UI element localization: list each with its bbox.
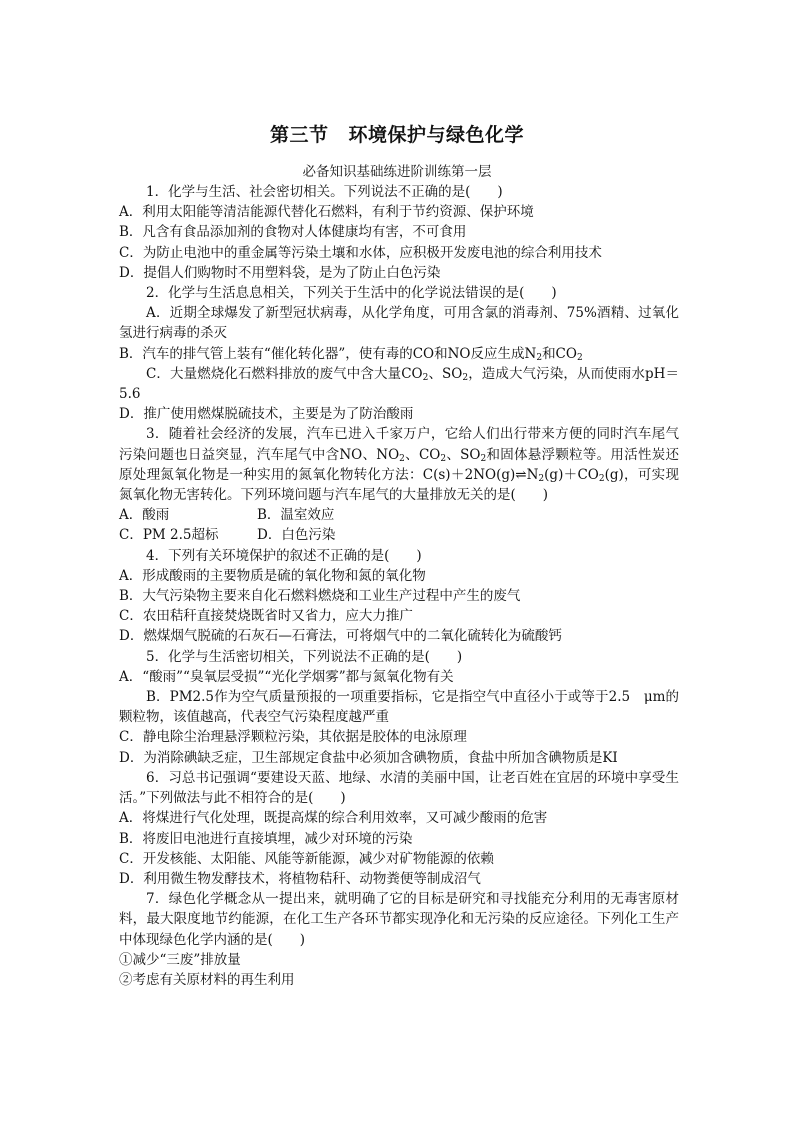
question-3-option-c: C．PM 2.5超标 (119, 527, 219, 544)
question-6-option-a: A．将煤进行气化处理，既提高煤的综合利用效率，又可减少酸雨的危害 (119, 810, 548, 827)
question-2-option-a: A．近期全球爆发了新型冠状病毒，从化学角度，可用含氯的消毒剂、75%酒精、过氧化氢进行病毒的杀灭 (119, 305, 679, 342)
question-6-option-c: C．开发核能、太阳能、风能等新能源，减少对矿物能源的依赖 (119, 850, 494, 867)
question-3-stem: 3．随着社会经济的发展，汽车已进入千家万户，它给人们出行带来方便的同时汽车尾气污染问题也日益突显，汽车尾气中含NO、$NO_2$、$CO_2$、$SO_2$和固体悬浮颗粒等。用活性炭还原处理氮氧化物是一种实用的氮氧化物转化方法：$C(s)+2NO(g)\rightleftharpoons N_2(g)+CO_2(g)$，可实现氮氧化物无害转化。下列环境问题与汽车尾气的大量排放无关的是( ) (119, 426, 680, 504)
question-3-option-d: D．白色污染 (257, 527, 336, 544)
question-6-option-d: D．利用微生物发酵技术，将植物秸秆、动物粪便等制成沼气 (119, 870, 481, 887)
question-1-option-a: A．利用太阳能等清洁能源代替化石燃料，有利于节约资源、保护环境 (119, 204, 534, 221)
question-2-option-b: B．汽车的排气管上装有“催化转化器”，使有毒的CO和NO反应生成$N_2$和$CO_2$ (119, 345, 583, 363)
question-1-stem: 1．化学与生活、社会密切相关。下列说法不正确的是( ) (146, 184, 503, 200)
question-5-option-d: D．为消除碘缺乏症，卫生部规定食盐中必须加含碘物质，食盐中所加含碘物质是KI (119, 749, 618, 766)
question-7-stem: 7．绿色化学概念从一提出来，就明确了它的目标是研究和寻找能充分利用的无毒害原材料，最大限度地节约能源，在化工生产各环节都实现净化和无污染的反应途径。下列化工生产中体现绿色化学内涵的是( ) (119, 891, 679, 948)
question-2-option-c: C．大量燃烧化石燃料排放的废气中含大量$CO_2$、$SO_2$，造成大气污染，从而使雨水pH＝5.6 (119, 365, 679, 403)
question-1-option-c: C．为防止电池中的重金属等污染土壤和水体，应积极开发废电池的综合利用技术 (119, 244, 602, 261)
question-1-option-d: D．提倡人们购物时不用塑料袋，是为了防止白色污染 (119, 264, 441, 281)
question-4-option-a: A．形成酸雨的主要物质是硫的氧化物和氮的氧化物 (119, 567, 426, 584)
page-title (0, 120, 794, 147)
question-7-item-1: ①减少“三废”排放量 (119, 951, 241, 968)
question-3-options-row-1 (119, 505, 679, 525)
question-5-option-b: B．PM2.5作为空气质量预报的一项重要指标，它是指空气中直径小于或等于2.5 μm的颗粒物，该值越高，代表空气污染程度越严重 (119, 689, 679, 726)
question-3-options-row-2 (119, 525, 679, 545)
question-6-option-b: B．将废旧电池进行直接填埋，减少对环境的污染 (119, 830, 413, 847)
question-5-option-c: C．静电除尘治理悬浮颗粒污染，其依据是胶体的电泳原理 (119, 729, 467, 746)
question-4-stem: 4．下列有关环境保护的叙述不正确的是( ) (146, 547, 422, 564)
question-3-option-b: B．温室效应 (257, 507, 335, 524)
question-4-option-c: C．农田秸秆直接焚烧既省时又省力，应大力推广 (119, 608, 413, 625)
question-2-stem: 2．化学与生活息息相关，下列关于生活中的化学说法错误的是( ) (146, 285, 557, 302)
question-4-option-b: B．大气污染物主要来自化石燃料燃烧和工业生产过程中产生的废气 (119, 588, 521, 605)
section-number: 第三节 (269, 124, 329, 146)
question-4-option-d: D．燃煤烟气脱硫的石灰石—石膏法，可将烟气中的二氧化硫转化为硫酸钙 (119, 628, 562, 645)
practice-level-heading: 必备知识基础练进阶训练第一层 (302, 164, 492, 180)
question-3-option-a: A．酸雨 (119, 507, 170, 524)
question-2-option-d: D．推广使用燃煤脱硫技术，主要是为了防治酸雨 (119, 406, 414, 423)
section-name: 环境保护与绿色化学 (348, 124, 525, 146)
question-5-option-a: A．“酸雨”“臭氧层受损”“光化学烟雾”都与氮氧化物有关 (119, 668, 454, 685)
question-list (119, 182, 679, 990)
question-5-stem: 5．化学与生活密切相关，下列说法不正确的是( ) (146, 648, 463, 665)
question-1-option-b: B．凡含有食品添加剂的食物对人体健康均有害，不可食用 (119, 224, 467, 241)
question-7-item-2: ②考虑有关原材料的再生利用 (119, 971, 295, 988)
question-6-stem: 6．习总书记强调“要建设天蓝、地绿、水清的美丽中国，让老百姓在宜居的环境中享受生活。”下列做法与此不相符合的是( ) (119, 769, 679, 807)
